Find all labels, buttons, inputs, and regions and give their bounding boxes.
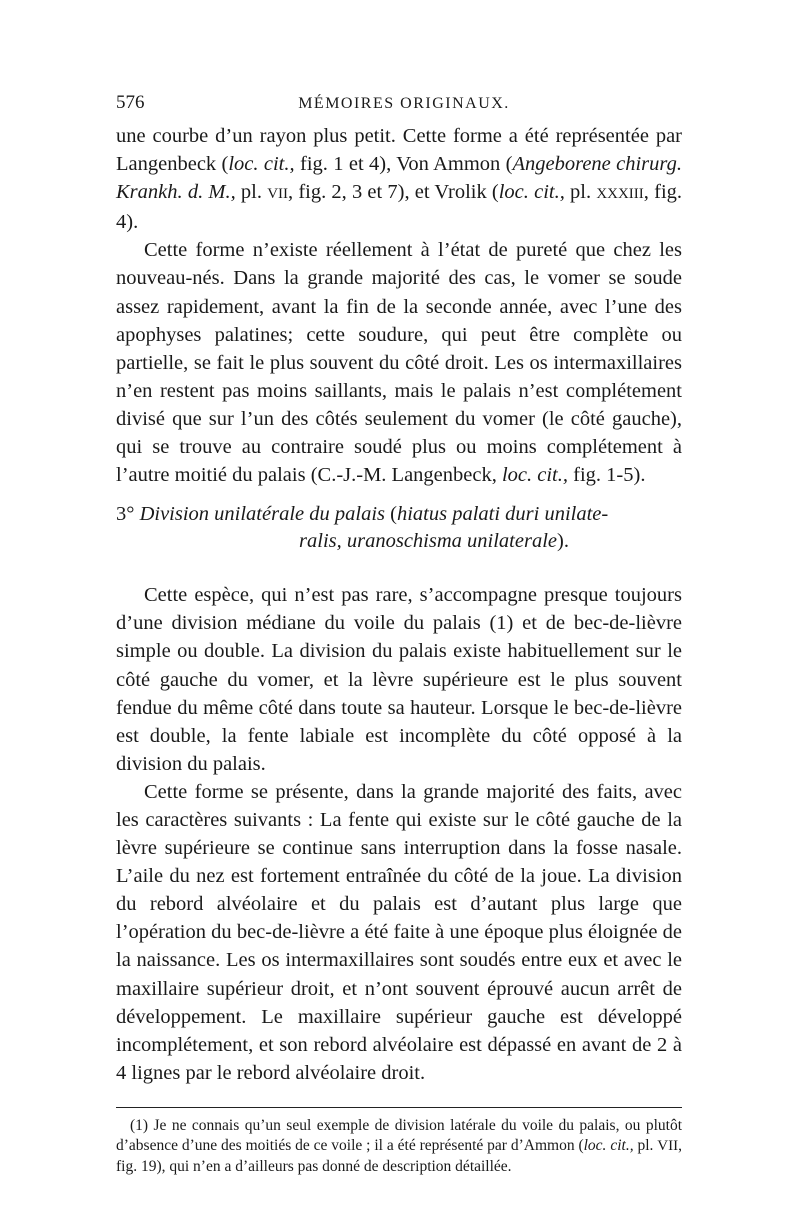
heading-title: Division unilatérale du palais	[139, 503, 385, 526]
paragraph: Cette espèce, qui n’est pas rare, s’accompagne presque toujours d’une division médiane du voile du palais (1) et de bec-de-lièvre simple ou double. La division du palais existe habituellement sur le côté gauche du vomer, et la lèvre supérieure est le plus souvent fendue du même côté dans toute sa hauteur. Lorsque le bec-de-lièvre est double, la fente labiale est incomplète du côté opposé à la division du palais.	[116, 584, 682, 775]
plate-number: XXXIII	[596, 186, 644, 203]
text-run: (	[385, 503, 397, 526]
text-run: ).	[557, 530, 569, 553]
book-page	[116, 92, 682, 1177]
page-header	[116, 92, 682, 122]
citation-italic: loc. cit.,	[498, 181, 565, 204]
text-run: pl.	[633, 1137, 658, 1155]
text-run: pl.	[564, 181, 597, 204]
heading-line-2	[116, 528, 682, 555]
text-run: , fig. 2, 3 et 7), et Vrolik (	[288, 181, 499, 204]
running-title: MÉMOIRES ORIGINAUX.	[298, 95, 510, 112]
plate-number: VII	[657, 1138, 679, 1155]
heading-line-1	[116, 501, 682, 528]
text-run: , fig. 4).	[116, 181, 683, 234]
heading-latin-title: ralis, uranoschisma unilaterale	[299, 530, 557, 553]
text-run: , fig. 19), qui n’en a d’ailleurs pas donné de description détaillée.	[116, 1137, 682, 1175]
text-run: Cette forme n’existe réellement à l’état de pureté que chez les nouveau-nés. Dans la grande majorité des cas, le vomer se soude assez rapidement, avant la fin de la seconde année, avec l’une des apophyses palatines; cette soudure, qui peut être complète ou partielle, se fait le plus souvent du côté droit. Les os intermaxillaires n’en restent pas moins saillants, mais le palais n’est complétement divisé que sur l’un des côtés seulement du vomer (le côté gauche), qui se trouve au contraire soudé plus ou moins complétement à l’autre moitié du palais (C.-J.-M. Langenbeck,	[116, 239, 682, 487]
text-run: (1) Je ne connais qu’un seul exemple de division latérale du voile du palais, ou plutôt d’absence d’une des moitiés de ce voile ; il a été représenté par d’Ammon (	[116, 1116, 682, 1155]
heading-latin-title: hiatus palati duri unilate-	[396, 503, 609, 526]
paragraph: Cette forme se présente, dans la grande majorité des faits, avec les caractères suivants : La fente qui existe sur le côté gauche de la lèvre supérieure se continue sans interruption dans la fosse nasale. L’aile du nez est fortement entraînée du côté de la joue. La division du rebord alvéolaire et du palais est d’autant plus large que l’opération du bec-de-lièvre a été faite à une époque plus éloignée de la naissance. Les os intermaxillaires sont soudés entre eux et avec le maxillaire supérieur droit, et n’ont souvent éprouvé aucun arrêt de développement. Le maxillaire supérieur gauche est développé incomplétement, et son rebord alvéolaire est dépassé en avant de 2 à 4 lignes par le rebord alvéolaire droit.	[116, 780, 682, 1084]
text-run: pl.	[235, 181, 268, 204]
section-number: 3°	[116, 503, 135, 526]
citation-italic: loc. cit.,	[228, 153, 295, 176]
main-text	[116, 122, 682, 1087]
paragraph	[116, 236, 682, 489]
text-run: fig. 1 et 4), Von Ammon (	[294, 153, 513, 176]
footnote-text	[116, 1116, 682, 1178]
page-number: 576	[116, 92, 145, 113]
paragraph-continuation	[116, 122, 682, 236]
text-run: une courbe d’un rayon plus petit. Cette forme a été représentée par Langenbeck (	[116, 125, 682, 176]
book-title-italic: Angeborene chirurg. Krankh. d. M.,	[116, 153, 682, 204]
plate-number: VII	[267, 186, 289, 203]
footnote-rule	[116, 1107, 682, 1108]
footnote	[116, 1116, 682, 1178]
citation-italic: loc. cit.,	[583, 1137, 634, 1155]
section-heading	[116, 501, 682, 555]
text-run: fig. 1-5).	[568, 464, 646, 487]
citation-italic: loc. cit.,	[501, 464, 569, 487]
